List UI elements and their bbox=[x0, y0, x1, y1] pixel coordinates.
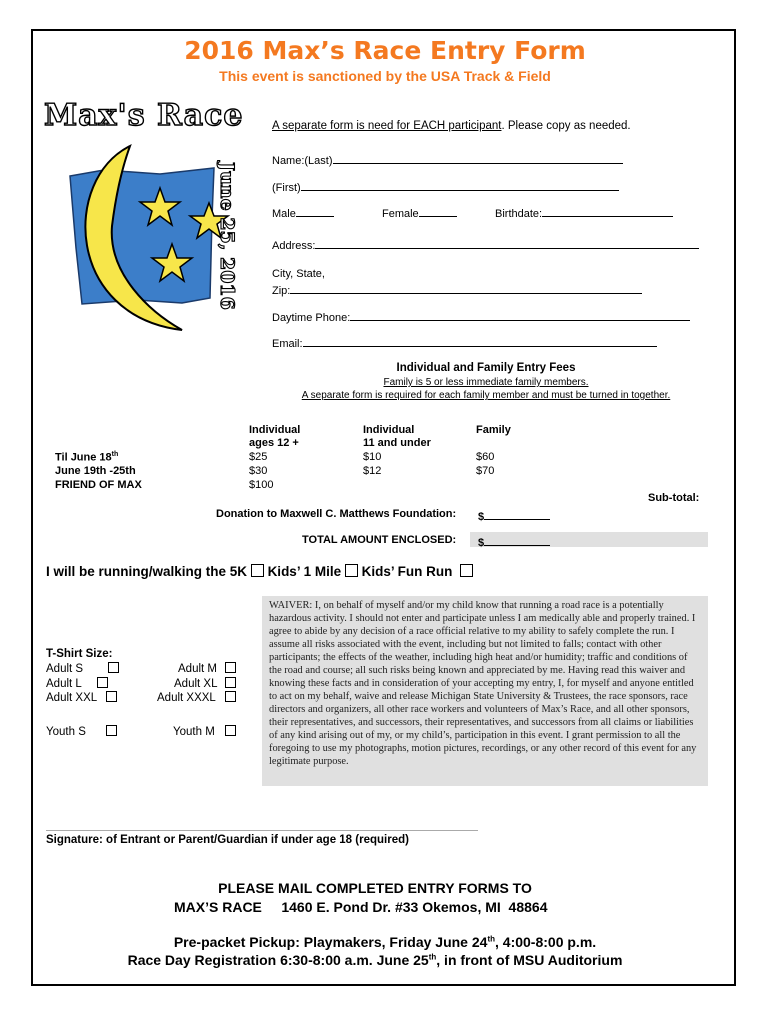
zip-label: Zip: bbox=[272, 285, 291, 297]
tshirt-adult-m-checkbox[interactable] bbox=[225, 662, 236, 673]
event-kids-mile-label: Kids’ 1 Mile bbox=[267, 564, 342, 579]
birthdate-field[interactable] bbox=[495, 205, 673, 220]
row2-value-youth: $12 bbox=[363, 465, 382, 477]
subtotal-label: Sub-total: bbox=[648, 492, 700, 504]
daytime-phone-field[interactable] bbox=[272, 309, 690, 324]
tshirt-youth-m-label: Youth M bbox=[173, 726, 215, 738]
pickup-line-2-b: , in front of MSU Auditorium bbox=[436, 952, 623, 968]
zip-field[interactable] bbox=[272, 282, 642, 297]
tshirt-adult-xxl-label: Adult XXL bbox=[46, 692, 98, 704]
tshirt-youth-s-label: Youth S bbox=[46, 726, 86, 738]
row3-value: $100 bbox=[249, 479, 274, 491]
daytime-phone-line[interactable] bbox=[350, 309, 690, 321]
col-individual-12: Individual bbox=[249, 424, 301, 436]
address-field[interactable] bbox=[272, 237, 699, 252]
pickup-line-1-sup: th bbox=[487, 934, 495, 944]
female-label: Female bbox=[382, 208, 419, 220]
daytime-phone-label: Daytime Phone: bbox=[272, 312, 351, 324]
form-title: 2016 Max’s Race Entry Form bbox=[184, 36, 586, 65]
form-subtitle: This event is sanctioned by the USA Track & Field bbox=[219, 68, 551, 84]
male-line[interactable] bbox=[296, 205, 334, 217]
logo-date: June 25, 2016 bbox=[216, 162, 238, 310]
email-line[interactable] bbox=[303, 335, 657, 347]
row1-value-individual: $25 bbox=[249, 451, 268, 463]
address-line[interactable] bbox=[315, 237, 699, 249]
tshirt-youth-s-checkbox[interactable] bbox=[106, 725, 117, 736]
pickup-line-2 bbox=[0, 952, 750, 968]
event-5k-checkbox[interactable] bbox=[251, 564, 264, 577]
col-individual-12-sub: ages 12 + bbox=[249, 437, 299, 449]
tshirt-adult-m-label: Adult M bbox=[178, 663, 217, 675]
row1-label-sup: th bbox=[111, 451, 119, 458]
event-fun-run-label: Kids’ Fun Run bbox=[361, 564, 453, 579]
pickup-line-1-a: Pre-packet Pickup: Playmakers, Friday June 24 bbox=[173, 934, 488, 950]
pickup-line-2-a: Race Day Registration 6:30-8:00 a.m. June 25 bbox=[127, 952, 429, 968]
total-field[interactable] bbox=[478, 534, 550, 549]
max-race-logo bbox=[42, 98, 262, 348]
tshirt-adult-l-label: Adult L bbox=[46, 678, 82, 690]
logo-name: Max's Race bbox=[44, 98, 244, 133]
donation-line[interactable] bbox=[484, 508, 550, 520]
tshirt-adult-xl-checkbox[interactable] bbox=[225, 677, 236, 688]
row2-label: June 19th -25th bbox=[55, 465, 136, 477]
col-individual-11-sub: 11 and under bbox=[363, 437, 431, 449]
email-label: Email: bbox=[272, 338, 303, 350]
birthdate-label: Birthdate: bbox=[495, 208, 543, 220]
intro-rest: . Please copy as needed. bbox=[501, 120, 631, 132]
signature-line[interactable] bbox=[46, 830, 478, 831]
col-family: Family bbox=[476, 424, 511, 436]
male-label: Male bbox=[272, 208, 296, 220]
first-name-label: (First) bbox=[272, 182, 301, 194]
row1-value-youth: $10 bbox=[363, 451, 382, 463]
events-line bbox=[46, 564, 473, 579]
tshirt-adult-xxxl-checkbox[interactable] bbox=[225, 691, 236, 702]
total-line[interactable] bbox=[484, 534, 550, 546]
intro-text bbox=[272, 120, 631, 132]
city-state-label: City, State, bbox=[272, 268, 325, 280]
female-line[interactable] bbox=[419, 205, 457, 217]
donation-label: Donation to Maxwell C. Matthews Foundation: bbox=[216, 508, 457, 520]
birthdate-line[interactable] bbox=[542, 205, 673, 217]
tshirt-heading: T-Shirt Size: bbox=[46, 648, 113, 660]
tshirt-adult-s-label: Adult S bbox=[46, 663, 84, 675]
pickup-line-1 bbox=[0, 934, 770, 950]
first-name-line[interactable] bbox=[301, 179, 619, 191]
col-individual-11: Individual bbox=[363, 424, 415, 436]
tshirt-adult-xxxl-label: Adult XXXL bbox=[157, 692, 216, 704]
email-field[interactable] bbox=[272, 335, 657, 350]
event-fun-run-checkbox[interactable] bbox=[460, 564, 473, 577]
tshirt-adult-l-checkbox[interactable] bbox=[97, 677, 108, 688]
pickup-line-2-sup: th bbox=[428, 952, 437, 962]
name-last-field[interactable] bbox=[272, 152, 623, 167]
signature-label: Signature: of Entrant or Parent/Guardian if under age 18 (required) bbox=[46, 834, 409, 846]
donation-field[interactable] bbox=[478, 508, 550, 523]
row1-value-family: $60 bbox=[476, 451, 495, 463]
row3-label: FRIEND OF MAX bbox=[55, 479, 142, 491]
event-kids-mile-checkbox[interactable] bbox=[345, 564, 358, 577]
row2-value-individual: $30 bbox=[249, 465, 268, 477]
waiver-text: WAIVER: I, on behalf of myself and/or my child know that running a road race is a potentially hazardous activity. I should not enter and participate unless I am medically able and properly trained. I agree to abide by any decision of a race official relative to my ability to safely complete the run. I assume all risks associated with the event, including but not limited to falls; contact with other participants; the effects of the weather, including high heat and/or humidity; traffic and conditions of the road and course; all such risks being known and appreciated by me. Having read this waiver and knowing these facts and in consideration of your accepting my entry, I, for myself and anyone entitled to act on my behalf, waive and release Michigan State University & Trustees, the race sponsors, race directors and organizers, all other race workers and volunteers of Max’s Race, and all other sponsors, their representatives, and successors, their representatives, and successors from all claims or liabilities of any kind arising out of my, or my child’s, participation in this event. I grant permission to all the foregoing to use my photographs, motion pictures, recordings, or any other record of this event for any legitimate purpose. bbox=[262, 596, 708, 786]
mail-line-1: PLEASE MAIL COMPLETED ENTRY FORMS TO bbox=[218, 880, 532, 896]
zip-line[interactable] bbox=[290, 282, 642, 294]
tshirt-adult-xxl-checkbox[interactable] bbox=[106, 691, 117, 702]
pickup-line-1-b: , 4:00-8:00 p.m. bbox=[495, 934, 597, 950]
first-name-field[interactable] bbox=[272, 179, 619, 194]
row1-label-text: Til June 18 bbox=[55, 451, 112, 464]
address-label: Address: bbox=[272, 240, 316, 252]
fees-note-2: A separate form is required for each family member and must be turned in together. bbox=[301, 390, 671, 401]
tshirt-adult-xl-label: Adult XL bbox=[174, 678, 218, 690]
mail-line-2: MAX’S RACE 1460 E. Pond Dr. #33 Okemos, MI 48864 bbox=[174, 899, 548, 915]
row2-value-family: $70 bbox=[476, 465, 495, 477]
name-last-label: Name:(Last) bbox=[272, 155, 333, 167]
total-prefix: $ bbox=[478, 537, 485, 549]
female-field[interactable] bbox=[382, 205, 457, 220]
total-label: TOTAL AMOUNT ENCLOSED: bbox=[302, 534, 457, 546]
fees-heading: Individual and Family Entry Fees bbox=[396, 362, 576, 374]
intro-underlined: A separate form is need for EACH participant bbox=[272, 120, 502, 132]
fees-note-1: Family is 5 or less immediate family members. bbox=[383, 377, 589, 388]
donation-prefix: $ bbox=[478, 511, 485, 523]
row1-label bbox=[55, 451, 118, 464]
tshirt-adult-s-checkbox[interactable] bbox=[108, 662, 119, 673]
name-last-line[interactable] bbox=[333, 152, 623, 164]
male-field[interactable] bbox=[272, 205, 334, 220]
event-5k-label: I will be running/walking the 5K bbox=[46, 564, 248, 579]
tshirt-youth-m-checkbox[interactable] bbox=[225, 725, 236, 736]
